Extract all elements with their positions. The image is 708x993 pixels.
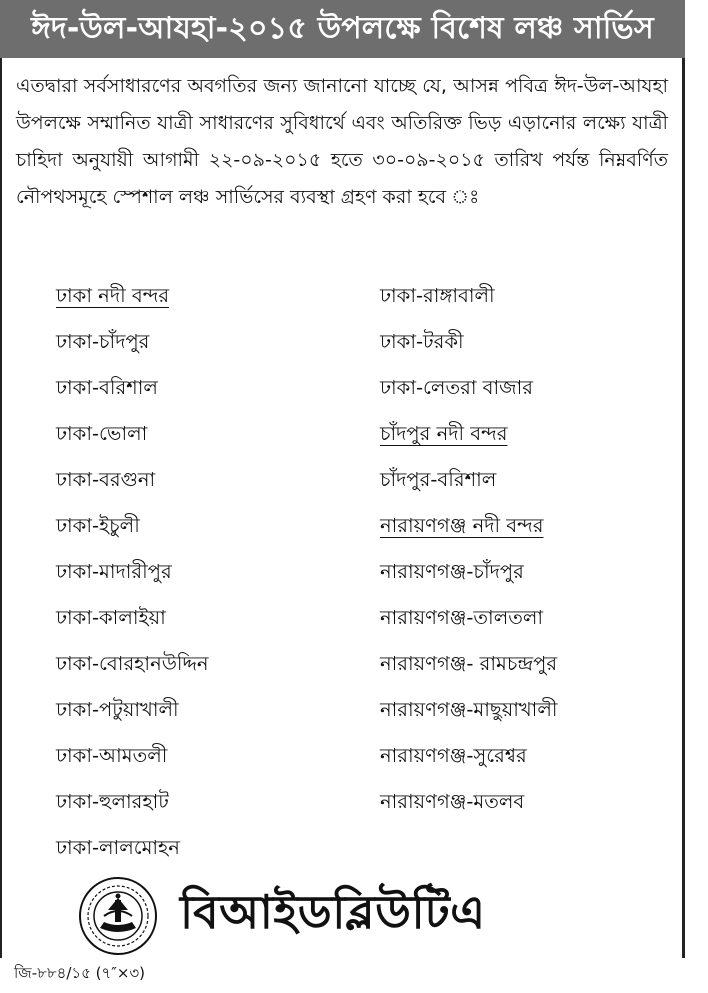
route-label: ঢাকা নদী বন্দর: [56, 284, 170, 307]
route-label: ঢাকা-হুলারহাট: [56, 790, 169, 813]
notice-title: ঈদ-উল-আযহা-২০১৫ উপলক্ষে বিশেষ লঞ্চ সার্ভিস: [31, 10, 654, 46]
route-label: চাঁদপুর-বরিশাল: [380, 468, 497, 491]
route-label: ঢাকা-বরগুনা: [56, 468, 156, 491]
notice-body: এতদ্বারা সর্বসাধারণের অবগতির জন্য জানানো যাচ্ছে যে, আসন্ন পবিত্র ঈদ-উল-আযহা উপলক্ষে সম্মানিত যাত্রী সাধারণের সুবিধার্থে এবং অতিরিক্ত ভিড় এড়ানোর লক্ষ্যে যাত্রী চাহিদা অনুযায়ী আগামী ২২-০৯-২০১৫ হতে ৩০-০৯-২০১৫ তারিখ পর্যন্ত নিম্নবর্ণিত নৌপথসমূহে স্পেশাল লঞ্চ সার্ভিসের ব্যবস্থা গ্রহণ করা হবে ঃ: [16, 75, 668, 208]
route-item: [56, 740, 209, 786]
route-label: ঢাকা-টরকী: [380, 330, 464, 353]
route-label: নারায়ণগঞ্জ-সুরেশ্বর: [380, 744, 527, 767]
route-item: [380, 694, 557, 740]
route-label: ঢাকা-লালমোহন: [56, 836, 180, 859]
route-item: [56, 418, 209, 464]
route-item: [380, 602, 557, 648]
route-label: নারায়ণগঞ্জ-মতলব: [380, 790, 525, 813]
route-item: [56, 372, 209, 418]
route-label: ঢাকা-মাদারীপুর: [56, 560, 172, 583]
route-label: ঢাকা-ইচুলী: [56, 514, 140, 537]
route-label: নারায়ণগঞ্জ- রামচন্দ্রপুর: [380, 652, 558, 675]
route-label: ঢাকা-আমতলী: [56, 744, 168, 767]
route-label: ঢাকা-পটুয়াখালী: [56, 698, 179, 721]
route-label: ঢাকা-বরিশাল: [56, 376, 158, 399]
brand-row: [78, 876, 486, 956]
route-label: ঢাকা-লেতরা বাজার: [380, 376, 534, 399]
route-group-heading: [380, 510, 557, 556]
route-item: [380, 648, 557, 694]
route-label: নারায়ণগঞ্জ-তালতলা: [380, 606, 544, 629]
route-list-left: [56, 280, 209, 878]
route-label: ঢাকা-চাঁদপুর: [56, 330, 150, 353]
ad-code: জি-৮৮৪/১৫ (৭″×৩): [14, 964, 145, 982]
route-item: [380, 372, 557, 418]
route-label: নারায়ণগঞ্জ-মাছুয়াখালী: [380, 698, 558, 721]
route-item: [56, 694, 209, 740]
route-item: [56, 832, 209, 878]
route-label: চাঁদপুর নদী বন্দর: [380, 422, 508, 445]
route-item: [380, 464, 557, 510]
route-label: ঢাকা-রাঙ্গাবালী: [380, 284, 495, 307]
route-item: [56, 786, 209, 832]
biwta-seal-icon: [78, 876, 158, 956]
route-item: [380, 280, 557, 326]
route-item: [56, 510, 209, 556]
title-bar: [0, 0, 685, 58]
route-label: ঢাকা-বোরহানউদ্দিন: [56, 652, 209, 675]
route-label: ঢাকা-কালাইয়া: [56, 606, 166, 629]
brand-name: বিআইডব্লিউটিএ: [180, 885, 486, 939]
route-item: [56, 464, 209, 510]
route-label: নারায়ণগঞ্জ-চাঁদপুর: [380, 560, 524, 583]
route-item: [56, 326, 209, 372]
route-label: নারায়ণগঞ্জ নদী বন্দর: [380, 514, 544, 537]
route-item: [380, 740, 557, 786]
route-item: [380, 786, 557, 832]
route-group-heading: [56, 280, 209, 326]
route-item: [380, 556, 557, 602]
route-item: [56, 602, 209, 648]
route-group-heading: [380, 418, 557, 464]
route-label: ঢাকা-ভোলা: [56, 422, 148, 445]
route-list-right: [380, 280, 557, 832]
route-item: [56, 556, 209, 602]
route-item: [56, 648, 209, 694]
route-item: [380, 326, 557, 372]
